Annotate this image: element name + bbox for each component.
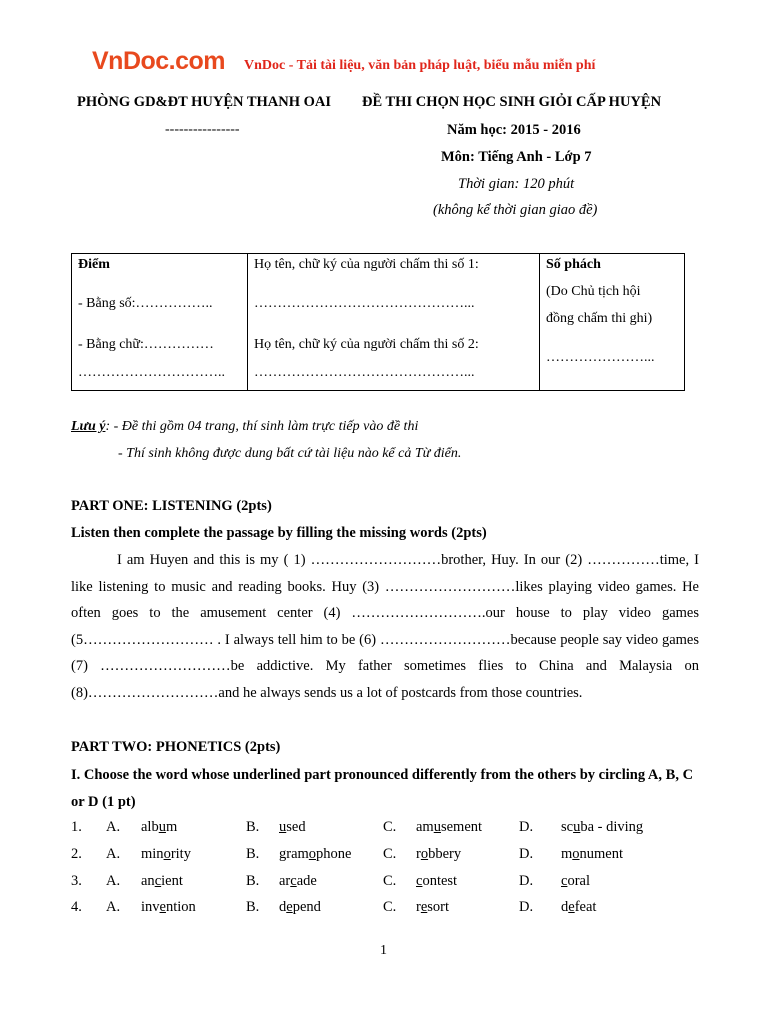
word-part: oral [567,873,590,889]
score-heading: Điểm [78,257,110,272]
underlined-part: u [573,819,581,835]
part-two-title: PART TWO: PHONETICS (2pts) [71,739,281,755]
option-d-word[interactable] [561,846,623,863]
word-part: sement [440,819,483,835]
word-part: ar [279,873,291,889]
option-a-word[interactable] [141,873,183,890]
code-heading: Số phách [546,257,601,272]
underlined-part: c [290,873,297,889]
word-part: ade [296,873,317,889]
option-d-letter[interactable]: D. [519,873,534,889]
underlined-part: o [163,846,171,862]
note-line-1-text: : - Đề thi gồm 04 trang, thí sinh làm trực tiếp vào đề thi [105,419,419,434]
option-b-word[interactable] [279,846,351,863]
option-d-word[interactable] [561,819,643,836]
option-a-letter[interactable]: A. [106,899,121,915]
brand-tagline: VnDoc - Tải tài liệu, văn bản pháp luật, biểu mẫu miễn phí [244,58,596,73]
option-c-word[interactable] [416,846,461,863]
underlined-part: e [286,899,293,915]
question-number: 1. [71,819,82,835]
word-part: inv [141,899,160,915]
word-part: d [279,899,287,915]
option-a-letter[interactable]: A. [106,873,121,889]
underlined-part: o [420,846,429,862]
part-one-title: PART ONE: LISTENING (2pts) [71,498,272,514]
listening-passage [71,547,699,707]
vndoc-logo: VnDoc.com [92,47,226,75]
underlined-part: u [433,819,441,835]
word-part: am [416,819,434,835]
word-part: ient [161,873,183,889]
question-row [71,899,711,925]
option-d-letter[interactable]: D. [519,819,534,835]
question-number: 4. [71,899,82,915]
exam-note-2: - Thí sinh không được dung bất cứ tài liệu nào kể cả Từ điển. [118,446,462,461]
listening-passage-text: I am Huyen and this is my ( 1) ………………………brother, Huy. In our (2) ……………time, I like listening to music and reading books. Huy (3) ………………………likes playing video games. He often goes to the amusement center (4) ……………………….our house to play video games (5……………………… . I always tell him to be (6) ………………………because people say video games (7) ………………………be addictive. My father sometimes flies to China and Malaysia on (8)………………………and he always sends us a lot of postcards from those countries. [71,552,699,701]
score-table [71,253,685,391]
word-part: sort [427,899,450,915]
underlined-part: c [561,873,568,889]
option-c-letter[interactable]: C. [383,899,397,915]
word-part: nument [579,846,624,862]
underlined-part: e [420,899,428,915]
word-part: m [561,846,573,862]
option-c-word[interactable] [416,819,482,836]
grader-1-label: Họ tên, chữ ký của người chấm thi số 1: [254,257,479,272]
option-a-letter[interactable]: A. [106,819,121,835]
option-c-word[interactable] [416,899,449,916]
school-year: Năm học: 2015 - 2016 [447,122,581,138]
grader-1-signature-field[interactable]: ………………………………………... [254,296,475,311]
option-a-word[interactable] [141,846,191,863]
word-part: sed [286,819,306,835]
option-b-letter[interactable]: B. [246,899,260,915]
score-by-words-field[interactable]: - Bằng chữ:…………… [78,337,214,352]
question-number: 3. [71,873,82,889]
question-row [71,846,711,872]
option-b-letter[interactable]: B. [246,819,260,835]
option-b-word[interactable] [279,819,306,836]
word-part: ontest [422,873,458,889]
option-a-word[interactable] [141,899,196,916]
score-column [72,254,248,390]
page-number: 1 [380,943,387,958]
word-part: pend [292,899,321,915]
underlined-part: o [572,846,580,862]
option-d-letter[interactable]: D. [519,846,534,862]
word-part: ba - diving [580,819,644,835]
word-part: rity [170,846,191,862]
note-label: Lưu ý [71,419,106,434]
code-column [540,254,684,390]
question-row [71,819,711,845]
code-note-line1: (Do Chủ tịch hội [546,284,641,299]
option-c-letter[interactable]: C. [383,873,397,889]
score-by-number-field[interactable]: - Bằng số:…………….. [78,296,213,311]
question-number: 2. [71,846,82,862]
underlined-part: u [158,819,166,835]
exam-subject: Môn: Tiếng Anh - Lớp 7 [441,149,592,165]
department-name: PHÒNG GD&ĐT HUYỆN THANH OAI [77,94,332,110]
word-part: gram [279,846,309,862]
word-part: feat [574,899,597,915]
underlined-part: u [279,819,287,835]
code-note-line2: đồng chấm thi ghi) [546,311,653,326]
word-part: d [561,899,569,915]
word-part: min [141,846,164,862]
code-field[interactable]: …………………... [546,350,655,365]
word-part: bbery [428,846,462,862]
underlined-part: e [568,899,575,915]
option-b-word[interactable] [279,899,321,916]
option-b-word[interactable] [279,873,317,890]
question-row [71,873,711,899]
grader-2-signature-field[interactable]: ………………………………………... [254,365,475,380]
option-a-word[interactable] [141,819,177,836]
part-one-instruction: Listen then complete the passage by filling the missing words (2pts) [71,525,487,541]
option-b-letter[interactable]: B. [246,873,260,889]
option-d-letter[interactable]: D. [519,899,534,915]
word-part: r [416,846,421,862]
exam-duration: Thời gian: 120 phút [458,176,575,192]
word-part: r [416,899,421,915]
option-c-letter[interactable]: C. [383,819,397,835]
underlined-part: e [159,899,166,915]
exam-note-1 [71,419,418,435]
duration-note: (không kể thời gian giao đề) [433,202,598,218]
option-a-letter[interactable]: A. [106,846,121,862]
option-b-letter[interactable]: B. [246,846,260,862]
word-part: sc [561,819,574,835]
word-part: m [165,819,178,835]
grader-2-label: Họ tên, chữ ký của người chấm thi số 2: [254,337,479,352]
option-c-letter[interactable]: C. [383,846,397,862]
underlined-part: o [308,846,317,862]
word-part: ntion [165,899,196,915]
department-divider: ---------------- [165,122,240,137]
score-by-words-dots: ………………………….. [78,365,225,380]
word-part: phone [316,846,352,862]
graders-column [248,254,540,390]
option-c-word[interactable] [416,873,457,890]
option-d-word[interactable] [561,873,590,890]
option-d-word[interactable] [561,899,596,916]
part-two-instruction: I. Choose the word whose underlined part pronounced differently from the others by circling A, B, C or D (1 pt) [71,767,694,810]
underlined-part: c [416,873,423,889]
exam-title: ĐỀ THI CHỌN HỌC SINH GIỎI CẤP HUYỆN [362,94,662,110]
word-part: an [141,873,155,889]
word-part: alb [141,819,159,835]
underlined-part: c [154,873,162,889]
